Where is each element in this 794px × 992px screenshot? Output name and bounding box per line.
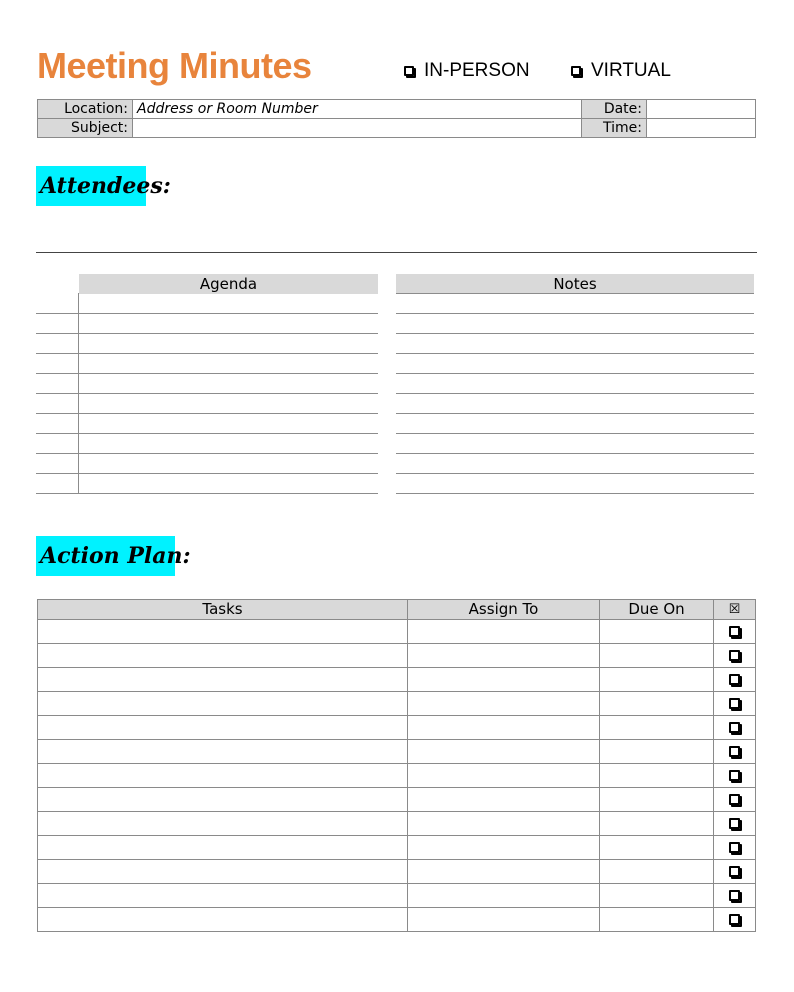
date-label: Date: (582, 100, 647, 119)
due-on-cell[interactable] (600, 860, 714, 884)
checked-box-icon: ☒ (728, 601, 741, 617)
done-cell[interactable] (714, 908, 756, 932)
agenda-line[interactable] (36, 373, 378, 374)
assign-to-cell[interactable] (408, 668, 600, 692)
assign-to-cell[interactable] (408, 644, 600, 668)
checkbox-icon[interactable] (729, 890, 740, 901)
due-on-cell[interactable] (600, 740, 714, 764)
agenda-header: Agenda (79, 274, 378, 294)
task-cell[interactable] (38, 644, 408, 668)
assign-to-cell[interactable] (408, 692, 600, 716)
due-on-cell[interactable] (600, 908, 714, 932)
agenda-line[interactable] (36, 433, 378, 434)
notes-line[interactable] (396, 453, 754, 454)
task-cell[interactable] (38, 692, 408, 716)
subject-field[interactable] (133, 119, 582, 138)
due-on-column-header: Due On (600, 600, 714, 620)
assign-to-cell[interactable] (408, 716, 600, 740)
notes-line[interactable] (396, 353, 754, 354)
table-row (38, 692, 756, 716)
agenda-line[interactable] (36, 313, 378, 314)
checkbox-icon[interactable] (729, 770, 740, 781)
time-field[interactable] (647, 119, 756, 138)
done-cell[interactable] (714, 764, 756, 788)
date-field[interactable] (647, 100, 756, 119)
task-cell[interactable] (38, 716, 408, 740)
done-cell[interactable] (714, 644, 756, 668)
virtual-label: VIRTUAL (591, 60, 671, 81)
notes-line[interactable] (396, 293, 754, 294)
due-on-cell[interactable] (600, 884, 714, 908)
done-cell[interactable] (714, 620, 756, 644)
due-on-cell[interactable] (600, 836, 714, 860)
done-cell[interactable] (714, 668, 756, 692)
due-on-cell[interactable] (600, 716, 714, 740)
page-title: Meeting Minutes (37, 45, 312, 86)
notes-header: Notes (396, 274, 754, 294)
subject-label: Subject: (38, 119, 133, 138)
task-cell[interactable] (38, 884, 408, 908)
due-on-cell[interactable] (600, 668, 714, 692)
notes-line[interactable] (396, 473, 754, 474)
task-cell[interactable] (38, 788, 408, 812)
checkbox-icon[interactable] (729, 794, 740, 805)
assign-to-cell[interactable] (408, 764, 600, 788)
done-cell[interactable] (714, 836, 756, 860)
action-plan-heading: Action Plan: (36, 536, 175, 576)
assign-to-cell[interactable] (408, 740, 600, 764)
table-row (38, 860, 756, 884)
notes-line[interactable] (396, 493, 754, 494)
agenda-number-divider (78, 293, 79, 494)
in-person-option[interactable] (404, 60, 530, 82)
agenda-line[interactable] (36, 353, 378, 354)
assign-to-cell[interactable] (408, 908, 600, 932)
checkbox-icon[interactable] (729, 818, 740, 829)
done-cell[interactable] (714, 716, 756, 740)
table-row (38, 788, 756, 812)
agenda-line[interactable] (36, 493, 378, 494)
task-cell[interactable] (38, 764, 408, 788)
notes-line[interactable] (396, 373, 754, 374)
assign-to-cell[interactable] (408, 620, 600, 644)
checkbox-icon[interactable] (729, 650, 740, 661)
checkbox-icon[interactable] (729, 722, 740, 733)
task-cell[interactable] (38, 740, 408, 764)
due-on-cell[interactable] (600, 812, 714, 836)
virtual-checkbox-icon[interactable] (571, 66, 581, 76)
table-row (38, 764, 756, 788)
location-label: Location: (38, 100, 133, 119)
checkbox-icon[interactable] (729, 746, 740, 757)
agenda-line[interactable] (36, 473, 378, 474)
table-row (38, 644, 756, 668)
attendees-heading: Attendees: (36, 166, 146, 206)
attendees-rule (36, 252, 757, 253)
due-on-cell[interactable] (600, 644, 714, 668)
assign-to-cell[interactable] (408, 812, 600, 836)
due-on-cell[interactable] (600, 764, 714, 788)
location-field[interactable]: Address or Room Number (133, 100, 582, 119)
checkbox-icon[interactable] (729, 698, 740, 709)
due-on-cell[interactable] (600, 788, 714, 812)
done-cell[interactable] (714, 692, 756, 716)
notes-line[interactable] (396, 313, 754, 314)
in-person-label: IN-PERSON (424, 60, 530, 81)
table-row (38, 812, 756, 836)
notes-line[interactable] (396, 413, 754, 414)
meeting-info-table (37, 99, 756, 138)
notes-line[interactable] (396, 433, 754, 434)
checkbox-icon[interactable] (729, 674, 740, 685)
table-row (38, 884, 756, 908)
virtual-option[interactable] (571, 60, 671, 82)
assign-to-column-header: Assign To (408, 600, 600, 620)
notes-line[interactable] (396, 393, 754, 394)
table-row (38, 740, 756, 764)
assign-to-cell[interactable] (408, 860, 600, 884)
checkbox-icon[interactable] (729, 626, 740, 637)
agenda-line[interactable] (36, 393, 378, 394)
table-row (38, 620, 756, 644)
due-on-cell[interactable] (600, 692, 714, 716)
assign-to-cell[interactable] (408, 884, 600, 908)
agenda-line[interactable] (36, 333, 378, 334)
tasks-column-header: Tasks (38, 600, 408, 620)
time-label: Time: (582, 119, 647, 138)
checkbox-icon[interactable] (729, 914, 740, 925)
task-cell[interactable] (38, 668, 408, 692)
table-row (38, 716, 756, 740)
done-cell[interactable] (714, 860, 756, 884)
action-plan-table (37, 599, 756, 932)
assign-to-cell[interactable] (408, 788, 600, 812)
table-row (38, 836, 756, 860)
assign-to-cell[interactable] (408, 836, 600, 860)
checkbox-icon[interactable] (729, 866, 740, 877)
in-person-checkbox-icon[interactable] (404, 66, 414, 76)
due-on-cell[interactable] (600, 620, 714, 644)
table-row (38, 908, 756, 932)
task-cell[interactable] (38, 860, 408, 884)
table-row (38, 668, 756, 692)
task-cell[interactable] (38, 812, 408, 836)
agenda-line[interactable] (36, 453, 378, 454)
task-cell[interactable] (38, 908, 408, 932)
notes-line[interactable] (396, 333, 754, 334)
done-cell[interactable] (714, 812, 756, 836)
task-cell[interactable] (38, 836, 408, 860)
task-cell[interactable] (38, 620, 408, 644)
done-cell[interactable] (714, 884, 756, 908)
attendees-field[interactable] (36, 208, 757, 250)
agenda-line[interactable] (36, 413, 378, 414)
done-cell[interactable] (714, 740, 756, 764)
done-cell[interactable] (714, 788, 756, 812)
checkbox-icon[interactable] (729, 842, 740, 853)
done-column-header (714, 600, 756, 620)
